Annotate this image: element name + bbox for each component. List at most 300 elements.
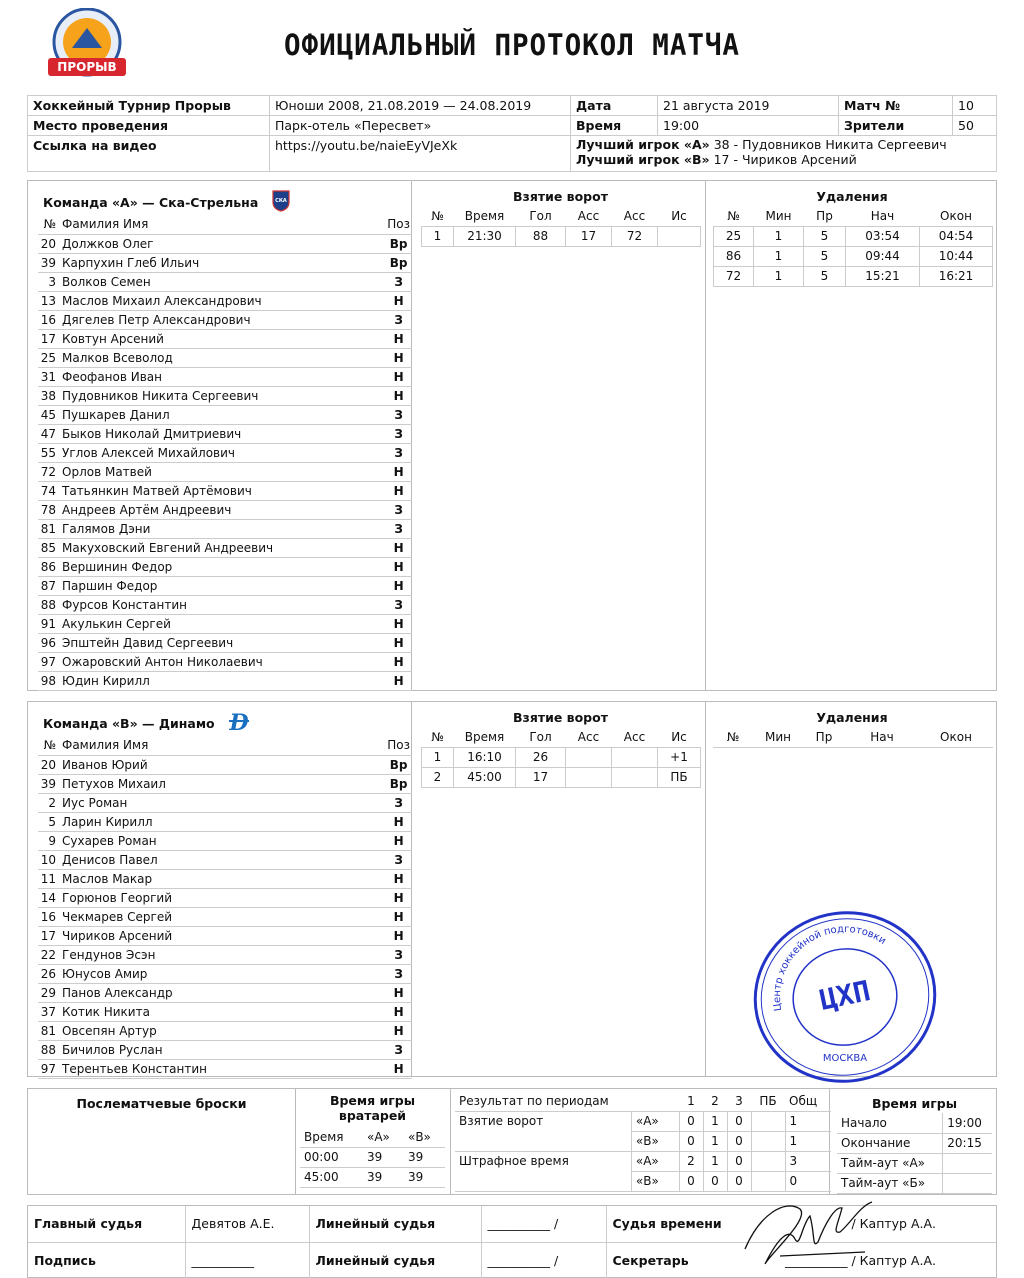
period-value: 0 (679, 1171, 703, 1191)
period-value: 1 (785, 1111, 831, 1131)
penalty-row (714, 266, 993, 286)
penalties-title: Удаления (816, 189, 888, 204)
penalty-r: 5 (804, 226, 846, 246)
player-number: 17 (38, 926, 60, 945)
logo-text: ПРОРЫВ (57, 60, 117, 74)
player-position: Н (385, 926, 412, 945)
period-row (455, 1131, 831, 1151)
player-name: Феофанов Иван (60, 367, 385, 386)
col-name: Фамилия Имя (60, 736, 385, 755)
player-name: Бичилов Руслан (60, 1040, 385, 1059)
col-num: № (38, 736, 60, 755)
venue-label: Место проведения (28, 116, 270, 136)
team-a-roster (28, 181, 412, 690)
timeout-b-label: Тайм-аут «Б» (837, 1173, 943, 1193)
player-row (38, 481, 412, 500)
player-row (38, 633, 412, 652)
player-row (38, 367, 412, 386)
player-position: Н (385, 481, 412, 500)
player-row (38, 1059, 412, 1078)
player-number: 97 (38, 652, 60, 671)
col-time: Время (454, 206, 516, 226)
player-number: 26 (38, 964, 60, 983)
goalie-b: 39 (404, 1167, 445, 1187)
team-b-penalties-table (713, 727, 993, 748)
linesman-1-value: __________ / (481, 1206, 606, 1242)
col-team-a: «А» (363, 1127, 404, 1147)
player-name: Маслов Михаил Александрович (60, 291, 385, 310)
player-name: Пушкарев Данил (60, 405, 385, 424)
penalty-row (714, 246, 993, 266)
player-row (38, 1002, 412, 1021)
player-position: З (385, 405, 412, 424)
team-b-roster (28, 702, 412, 1076)
team-a-penalties-table (713, 206, 993, 287)
player-row (38, 519, 412, 538)
player-name: Овсепян Артур (60, 1021, 385, 1040)
player-position: Н (385, 1059, 412, 1078)
player-position: Н (385, 1002, 412, 1021)
player-position: Н (385, 907, 412, 926)
goals-title: Взятие ворот (513, 710, 608, 725)
player-number: 85 (38, 538, 60, 557)
player-number: 22 (38, 945, 60, 964)
period-value (751, 1111, 785, 1131)
player-row (38, 576, 412, 595)
player-row (38, 424, 412, 443)
player-number: 13 (38, 291, 60, 310)
period-row-label: Штрафное время (459, 1154, 569, 1169)
col-assist1: Асс (566, 206, 612, 226)
video-label: Ссылка на видео (28, 136, 270, 172)
player-name: Малков Всеволод (60, 348, 385, 367)
penalty-min: 1 (754, 226, 804, 246)
penalty-s: 09:44 (846, 246, 920, 266)
goal-a2 (612, 747, 658, 767)
player-name: Котик Никита (60, 1002, 385, 1021)
player-number: 88 (38, 595, 60, 614)
period-value: 1 (703, 1131, 727, 1151)
goal-sit: ПБ (658, 767, 701, 787)
player-position: Н (385, 329, 412, 348)
player-position: Вр (385, 253, 412, 272)
period-value: 0 (679, 1131, 703, 1151)
player-number: 20 (38, 755, 60, 774)
tournament-value: Юноши 2008, 21.08.2019 — 24.08.2019 (270, 96, 571, 116)
end-label: Окончание (837, 1133, 943, 1153)
player-position: З (385, 595, 412, 614)
period-value: 0 (727, 1111, 751, 1131)
team-b-block (27, 701, 997, 1077)
player-number: 55 (38, 443, 60, 462)
player-name: Должков Олег (60, 234, 385, 253)
best-b-label: Лучший игрок «B» (576, 152, 710, 167)
period-value: 0 (785, 1171, 831, 1191)
player-name: Ларин Кирилл (60, 812, 385, 831)
player-number: 91 (38, 614, 60, 633)
player-row (38, 888, 412, 907)
team-b-goals-table (421, 727, 701, 788)
player-row (38, 614, 412, 633)
goal-goal: 26 (516, 747, 566, 767)
player-row (38, 310, 412, 329)
player-number: 97 (38, 1059, 60, 1078)
spectators-value: 50 (953, 116, 997, 136)
player-position: Н (385, 614, 412, 633)
player-position: Н (385, 576, 412, 595)
player-name: Волков Семен (60, 272, 385, 291)
player-name: Макуховский Евгений Андреевич (60, 538, 385, 557)
player-row (38, 1040, 412, 1059)
player-position: Н (385, 348, 412, 367)
player-row (38, 329, 412, 348)
player-position: З (385, 519, 412, 538)
player-number: 47 (38, 424, 60, 443)
player-number: 11 (38, 869, 60, 888)
col-pos: Поз (385, 736, 412, 755)
team-a-goals (416, 181, 706, 690)
player-position: Н (385, 462, 412, 481)
player-row (38, 500, 412, 519)
goalie-time-row (300, 1147, 445, 1167)
player-position: Н (385, 869, 412, 888)
period-value (751, 1131, 785, 1151)
period-value (751, 1151, 785, 1171)
period-value (751, 1171, 785, 1191)
period-row-label (455, 1131, 631, 1151)
player-row (38, 945, 412, 964)
period-team: «А» (631, 1111, 679, 1131)
col-min: Мин (753, 727, 803, 747)
match-header-table (27, 95, 997, 172)
penalty-e: 04:54 (920, 226, 993, 246)
linesman-2-value: __________ / (481, 1242, 606, 1278)
goalie-t: 45:00 (300, 1167, 363, 1187)
player-position: Н (385, 812, 412, 831)
col-num: № (38, 215, 60, 234)
player-name: Иванов Юрий (60, 755, 385, 774)
player-row (38, 907, 412, 926)
player-number: 2 (38, 793, 60, 812)
player-name: Иус Роман (60, 793, 385, 812)
timeout-a-label: Тайм-аут «А» (837, 1153, 943, 1173)
player-name: Паршин Федор (60, 576, 385, 595)
svg-text:Центр хоккейной подготовки: Центр хоккейной подготовки (771, 923, 888, 1012)
officials-block (27, 1205, 997, 1278)
penalty-r: 5 (804, 266, 846, 286)
team-a-block (27, 180, 997, 691)
player-number: 20 (38, 234, 60, 253)
player-row (38, 291, 412, 310)
penalty-s: 15:21 (846, 266, 920, 286)
goal-a2: 72 (612, 226, 658, 246)
player-row (38, 983, 412, 1002)
player-row (38, 652, 412, 671)
timekeeper-label: Судья времени (612, 1216, 722, 1232)
player-position: З (385, 443, 412, 462)
period-value: 0 (703, 1171, 727, 1191)
video-link[interactable]: https://youtu.be/naieEyVJeXk (270, 136, 571, 172)
period-value: 1 (703, 1151, 727, 1171)
main-referee-label: Главный судья (28, 1206, 185, 1242)
goals-title: Взятие ворот (513, 189, 608, 204)
col-situation: Ис (658, 206, 701, 226)
player-row (38, 926, 412, 945)
player-name: Орлов Матвей (60, 462, 385, 481)
date-label: Дата (571, 96, 658, 116)
player-position: Н (385, 633, 412, 652)
secretary-label: Секретарь (606, 1242, 746, 1278)
goal-time: 16:10 (454, 747, 516, 767)
start-value: 19:00 (943, 1113, 992, 1133)
player-row (38, 557, 412, 576)
col-time: Время (300, 1127, 363, 1147)
start-label: Начало (837, 1113, 943, 1133)
col-num: № (714, 206, 754, 226)
player-number: 17 (38, 329, 60, 348)
period-row (455, 1111, 831, 1131)
period-row (455, 1151, 831, 1171)
player-name: Галямов Дэни (60, 519, 385, 538)
period-value: 0 (727, 1131, 751, 1151)
player-position: З (385, 310, 412, 329)
penalty-s: 03:54 (846, 226, 920, 246)
tournament-label: Хоккейный Турнир Прорыв (28, 96, 270, 116)
goalie-time-section (296, 1089, 449, 1194)
goal-goal: 17 (516, 767, 566, 787)
player-position: Вр (385, 234, 412, 253)
col-end: Окон (919, 727, 993, 747)
period-row-label: Взятие ворот (459, 1114, 544, 1129)
handwritten-signature (740, 1194, 875, 1269)
player-name: Чекмарев Сергей (60, 907, 385, 926)
timekeeper-value: / Каптур А.А. (851, 1216, 936, 1232)
col-team-b: «В» (404, 1127, 445, 1147)
goal-row (422, 226, 701, 246)
player-position: З (385, 945, 412, 964)
player-position: З (385, 793, 412, 812)
goalie-time-row (300, 1167, 445, 1187)
player-row (38, 812, 412, 831)
timeout-a-value (943, 1153, 992, 1173)
player-position: Н (385, 538, 412, 557)
period-row (455, 1171, 831, 1191)
col-p3: 3 (727, 1091, 751, 1111)
goal-time: 45:00 (454, 767, 516, 787)
goal-a2 (612, 767, 658, 787)
goal-n: 1 (422, 226, 454, 246)
player-position: Н (385, 367, 412, 386)
goal-time: 21:30 (454, 226, 516, 246)
player-number: 39 (38, 774, 60, 793)
team-a-player-table (38, 215, 412, 691)
game-time-section (833, 1089, 996, 1194)
game-time-table (837, 1113, 992, 1194)
player-name: Пудовников Никита Сергеевич (60, 386, 385, 405)
player-row (38, 234, 412, 253)
player-row (38, 831, 412, 850)
player-name: Терентьев Константин (60, 1059, 385, 1078)
goal-goal: 88 (516, 226, 566, 246)
page-title: ОФИЦИАЛЬНЫЙ ПРОТОКОЛ МАТЧА (284, 28, 740, 62)
spectators-label: Зрители (839, 116, 953, 136)
player-number: 29 (38, 983, 60, 1002)
svg-text:D: D (229, 709, 249, 735)
col-assist2: Асс (612, 727, 658, 747)
player-position: Н (385, 1021, 412, 1040)
best-a-value: 38 - Пудовников Никита Сергеевич (713, 137, 947, 152)
goal-a1 (566, 767, 612, 787)
shootout-section (28, 1089, 296, 1194)
player-position: Н (385, 557, 412, 576)
player-row (38, 253, 412, 272)
summary-block (27, 1088, 997, 1195)
col-num: № (422, 206, 454, 226)
player-name: Фурсов Константин (60, 595, 385, 614)
player-position: З (385, 964, 412, 983)
signature-blank: __________ (185, 1242, 309, 1278)
col-assist2: Асс (612, 206, 658, 226)
col-reason: Пр (804, 206, 846, 226)
col-num: № (713, 727, 753, 747)
player-position: Н (385, 831, 412, 850)
stamp-city: МОСКВА (822, 1053, 868, 1064)
player-name: Эпштейн Давид Сергеевич (60, 633, 385, 652)
penalty-n: 72 (714, 266, 754, 286)
period-value: 1 (785, 1131, 831, 1151)
stamp-center: ЦХП (816, 974, 874, 1017)
player-number: 25 (38, 348, 60, 367)
player-name: Маслов Макар (60, 869, 385, 888)
col-total: Общ (785, 1091, 831, 1111)
player-row (38, 869, 412, 888)
player-number: 87 (38, 576, 60, 595)
player-row (38, 462, 412, 481)
player-name: Панов Александр (60, 983, 385, 1002)
match-number-label: Матч № (839, 96, 953, 116)
goalie-time-title: Время игры вратарей (329, 1093, 416, 1123)
player-row (38, 272, 412, 291)
player-number: 10 (38, 850, 60, 869)
goal-a1 (566, 747, 612, 767)
col-situation: Ис (658, 727, 701, 747)
player-row (38, 538, 412, 557)
col-goal: Гол (516, 727, 566, 747)
player-name: Чириков Арсений (60, 926, 385, 945)
signature-label: Подпись (28, 1242, 185, 1278)
player-name: Вершинин Федор (60, 557, 385, 576)
col-name: Фамилия Имя (60, 215, 385, 234)
col-start: Нач (846, 206, 920, 226)
goalie-t: 00:00 (300, 1147, 363, 1167)
time-value: 19:00 (658, 116, 839, 136)
penalty-e: 16:21 (920, 266, 993, 286)
ska-logo-icon (272, 190, 290, 215)
player-position: З (385, 424, 412, 443)
team-b-title: Команда «B» — Динамо (43, 715, 215, 731)
player-row (38, 1021, 412, 1040)
secretary-value: __________ / Каптур А.А. (746, 1242, 996, 1278)
player-number: 78 (38, 500, 60, 519)
time-label: Время (571, 116, 658, 136)
shootout-title: Послематчевые броски (76, 1096, 247, 1111)
penalty-min: 1 (754, 266, 804, 286)
best-players (571, 136, 997, 172)
player-position: Н (385, 888, 412, 907)
goal-sit: +1 (658, 747, 701, 767)
player-name: Карпухин Глеб Ильич (60, 253, 385, 272)
player-number: 38 (38, 386, 60, 405)
team-b-player-table (38, 736, 412, 1079)
goalie-a: 39 (363, 1147, 404, 1167)
player-row (38, 595, 412, 614)
goalie-b: 39 (404, 1147, 445, 1167)
player-position: З (385, 850, 412, 869)
col-num: № (422, 727, 454, 747)
player-number: 39 (38, 253, 60, 272)
period-team: «В» (631, 1131, 679, 1151)
player-row (38, 774, 412, 793)
player-row (38, 850, 412, 869)
player-position: З (385, 1040, 412, 1059)
player-number: 5 (38, 812, 60, 831)
player-row (38, 755, 412, 774)
penalty-e: 10:44 (920, 246, 993, 266)
period-value: 0 (679, 1111, 703, 1131)
player-row (38, 671, 412, 690)
penalty-row (714, 226, 993, 246)
period-team: «В» (631, 1171, 679, 1191)
game-time-title: Время игры (871, 1096, 958, 1111)
team-a-goals-table (421, 206, 701, 247)
venue-value: Парк-отель «Пересвет» (270, 116, 571, 136)
player-position: З (385, 500, 412, 519)
period-value: 3 (785, 1151, 831, 1171)
player-position: Н (385, 652, 412, 671)
player-position: Вр (385, 755, 412, 774)
end-value: 20:15 (943, 1133, 992, 1153)
player-name: Ковтун Арсений (60, 329, 385, 348)
goal-row (422, 767, 701, 787)
col-time: Время (454, 727, 516, 747)
col-p2: 2 (703, 1091, 727, 1111)
col-pos: Поз (385, 215, 412, 234)
period-row-label (455, 1171, 631, 1191)
player-row (38, 348, 412, 367)
player-number: 81 (38, 519, 60, 538)
player-position: Н (385, 671, 412, 690)
svg-text:СКА: СКА (275, 197, 288, 204)
player-name: Гендунов Эсэн (60, 945, 385, 964)
goalie-time-table (300, 1127, 445, 1188)
player-number: 88 (38, 1040, 60, 1059)
player-name: Петухов Михаил (60, 774, 385, 793)
penalties-title: Удаления (816, 710, 888, 725)
goal-row (422, 747, 701, 767)
penalty-r: 5 (804, 246, 846, 266)
player-row (38, 793, 412, 812)
player-name: Татьянкин Матвей Артёмович (60, 481, 385, 500)
col-reason: Пр (803, 727, 845, 747)
player-name: Юдин Кирилл (60, 671, 385, 690)
goalie-a: 39 (363, 1167, 404, 1187)
col-start: Нач (845, 727, 919, 747)
player-number: 86 (38, 557, 60, 576)
player-number: 14 (38, 888, 60, 907)
player-number: 31 (38, 367, 60, 386)
penalty-n: 25 (714, 226, 754, 246)
dynamo-logo-icon (227, 709, 251, 738)
